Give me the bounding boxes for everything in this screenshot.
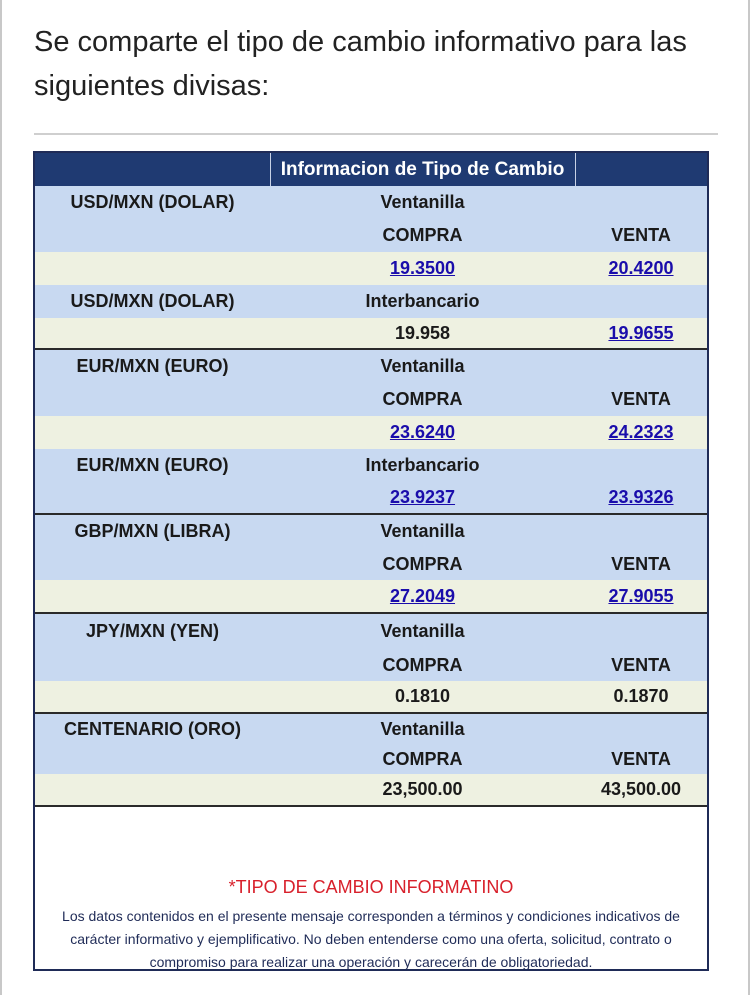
table-row	[35, 416, 707, 449]
compra-header: COMPRA	[382, 553, 463, 574]
currency-pair-label: USD/MXN (DOLAR)	[70, 291, 235, 311]
venta-value: 0.1870	[613, 686, 669, 706]
compra-value: 0.1810	[394, 686, 451, 706]
venta-header: VENTA	[611, 748, 671, 769]
venta-value-link[interactable]: 23.9326	[608, 487, 674, 507]
table-row	[35, 350, 707, 383]
currency-pair-label: EUR/MXN (EURO)	[76, 455, 229, 475]
compra-value-link[interactable]: 23.9237	[389, 487, 456, 507]
venta-value: 43,500.00	[600, 779, 682, 799]
page-left-edge	[0, 0, 2, 995]
table-row	[35, 649, 707, 681]
currency-pair-label: EUR/MXN (EURO)	[76, 356, 229, 376]
venta-value-link[interactable]: 20.4200	[608, 258, 674, 278]
rate-type-label: Interbancario	[365, 291, 480, 311]
disclaimer-line: Los datos contenidos en el presente mensaje corresponden a términos y condiciones indicativos de	[62, 908, 680, 924]
table-row	[35, 285, 707, 318]
table-row	[35, 614, 707, 649]
currency-pair-label: CENTENARIO (ORO)	[64, 718, 241, 739]
disclaimer-line: compromiso para realizar una operación y carecerán de obligatoriedad.	[149, 954, 593, 970]
horizontal-rule	[34, 133, 718, 135]
table-title: Informacion de Tipo de Cambio	[280, 159, 565, 180]
disclaimer-text	[37, 905, 705, 974]
compra-value: 19.958	[394, 322, 451, 343]
rate-type-label: Interbancario	[365, 455, 480, 475]
table-row	[35, 681, 707, 712]
table-header	[35, 153, 707, 186]
currency-pair-label: GBP/MXN (LIBRA)	[74, 521, 231, 541]
compra-value-link[interactable]: 19.3500	[389, 258, 456, 278]
table-row	[35, 186, 707, 219]
venta-header: VENTA	[611, 225, 671, 245]
table-row	[35, 580, 707, 612]
compra-header: COMPRA	[382, 748, 463, 769]
table-row	[35, 252, 707, 285]
table-row	[35, 219, 707, 252]
table-row	[35, 318, 707, 348]
intro-text: Se comparte el tipo de cambio informativo para las siguientes divisas:	[34, 26, 687, 102]
compra-value: 23,500.00	[382, 779, 463, 799]
exchange-rate-table	[33, 151, 709, 971]
rate-type-label: Ventanilla	[380, 718, 465, 739]
rate-type-label: Ventanilla	[380, 356, 465, 376]
table-row	[35, 515, 707, 548]
table-row	[35, 774, 707, 805]
table-row	[35, 383, 707, 416]
compra-header: COMPRA	[382, 654, 463, 675]
compra-value-link[interactable]: 23.6240	[389, 422, 456, 442]
rate-type-label: Ventanilla	[380, 621, 465, 641]
table-footer	[35, 807, 707, 969]
currency-pair-label: USD/MXN (DOLAR)	[70, 192, 235, 212]
header-separator	[575, 153, 576, 186]
venta-header: VENTA	[611, 654, 671, 675]
compra-value-link[interactable]: 27.2049	[389, 585, 456, 606]
venta-value-link[interactable]: 24.2323	[608, 422, 674, 442]
compra-header: COMPRA	[382, 225, 463, 245]
compra-header: COMPRA	[382, 389, 463, 409]
venta-value-link[interactable]: 27.9055	[608, 585, 674, 606]
venta-value-link[interactable]: 19.9655	[608, 322, 674, 343]
rate-type-label: Ventanilla	[380, 521, 465, 541]
table-row	[35, 714, 707, 744]
table-row	[35, 482, 707, 513]
table-row	[35, 744, 707, 774]
table-row	[35, 548, 707, 580]
informative-warning: *TIPO DE CAMBIO INFORMATINO	[228, 877, 514, 897]
rate-type-label: Ventanilla	[380, 192, 465, 212]
table-row	[35, 449, 707, 482]
disclaimer-line: carácter informativo y ejemplificativo. No deben entenderse como una oferta, solicitud, contrato o	[70, 931, 672, 947]
venta-header: VENTA	[611, 389, 671, 409]
currency-pair-label: JPY/MXN (YEN)	[85, 621, 220, 641]
venta-header: VENTA	[611, 553, 671, 574]
